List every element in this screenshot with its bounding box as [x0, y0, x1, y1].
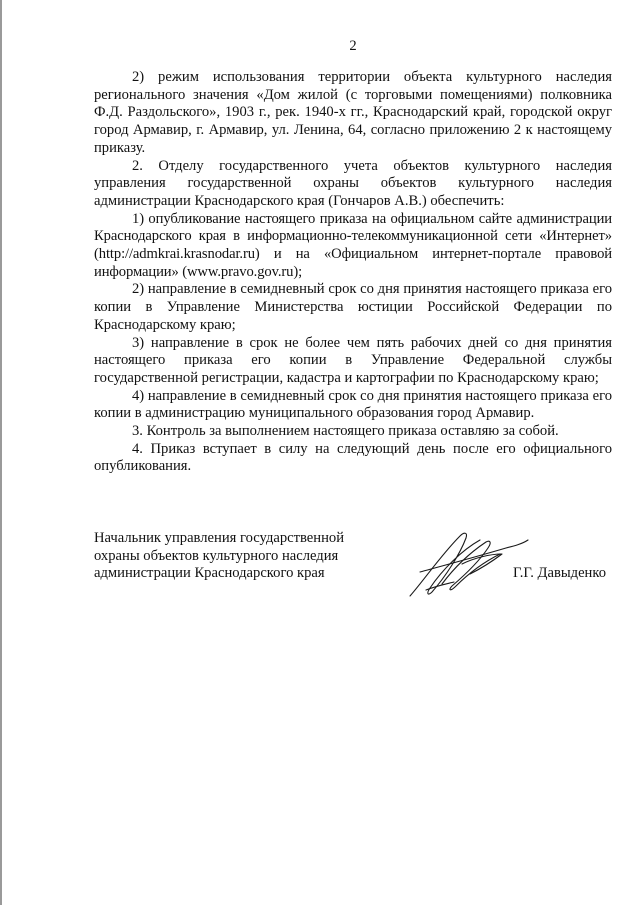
paragraph-publication: 1) опубликование настоящего приказа на официальном сайте администрации Краснодарского края в информационно-телекоммуникационной сети «Интернет» (http://admkrai.krasnodar.ru) и на «Официальном интернет-портале правовой информации» (www.pravo.gov.ru);: [94, 210, 612, 280]
page-number: 2: [349, 38, 357, 54]
signatory-title-line: Начальник управления государственной: [94, 530, 345, 546]
page-edge: [0, 0, 2, 905]
paragraph-justice-ministry: 2) направление в семидневный срок со дня принятия настоящего приказа его копии в Управление Министерства юстиции Российской Федерации по Краснодарскому краю;: [94, 281, 612, 333]
signatory-title: [94, 530, 384, 583]
document-body: [94, 69, 612, 476]
paragraph-control: 3. Контроль за выполнением настоящего приказа оставляю за собой.: [132, 423, 559, 440]
signatory-title-line: охраны объектов культурного наследия: [94, 547, 339, 564]
paragraph-registration-service: 3) направление в срок не более чем пять рабочих дней со дня принятия настоящего приказа его копии в Управление Федеральной службы государственной регистрации, кадастра и картографии по Краснодарскому краю;: [94, 334, 612, 386]
signature-block: [94, 530, 612, 600]
signatory-name: Г.Г. Давыденко: [512, 565, 606, 582]
paragraph-department-instructions: 2. Отделу государственного учета объектов культурного наследия управления государственной охраны объектов культурного наследия администрации Краснодарского края (Гончаров А.В.) обеспечить:: [94, 157, 612, 209]
paragraph-entry-into-force: 4. Приказ вступает в силу на следующий день после его официального опубликования.: [94, 440, 612, 475]
signatory-title-line: администрации Краснодарского края: [94, 565, 325, 582]
paragraph-regime-territory: 2) режим использования территории объекта культурного наследия регионального значения «Дом жилой (с торговыми помещениями) полковника Ф.Д. Раздольского», 1903 г., рек. 1940-х гг., Краснодарский край, городской округ город Армавир, г. Армавир, ул. Ленина, 64, согласно приложению 2 к настоящему приказу.: [94, 69, 612, 156]
paragraph-armavir-administration: 4) направление в семидневный срок со дня принятия настоящего приказа его копии в администрацию муниципального образования город Армавир.: [94, 387, 612, 422]
handwritten-signature: [402, 524, 532, 604]
